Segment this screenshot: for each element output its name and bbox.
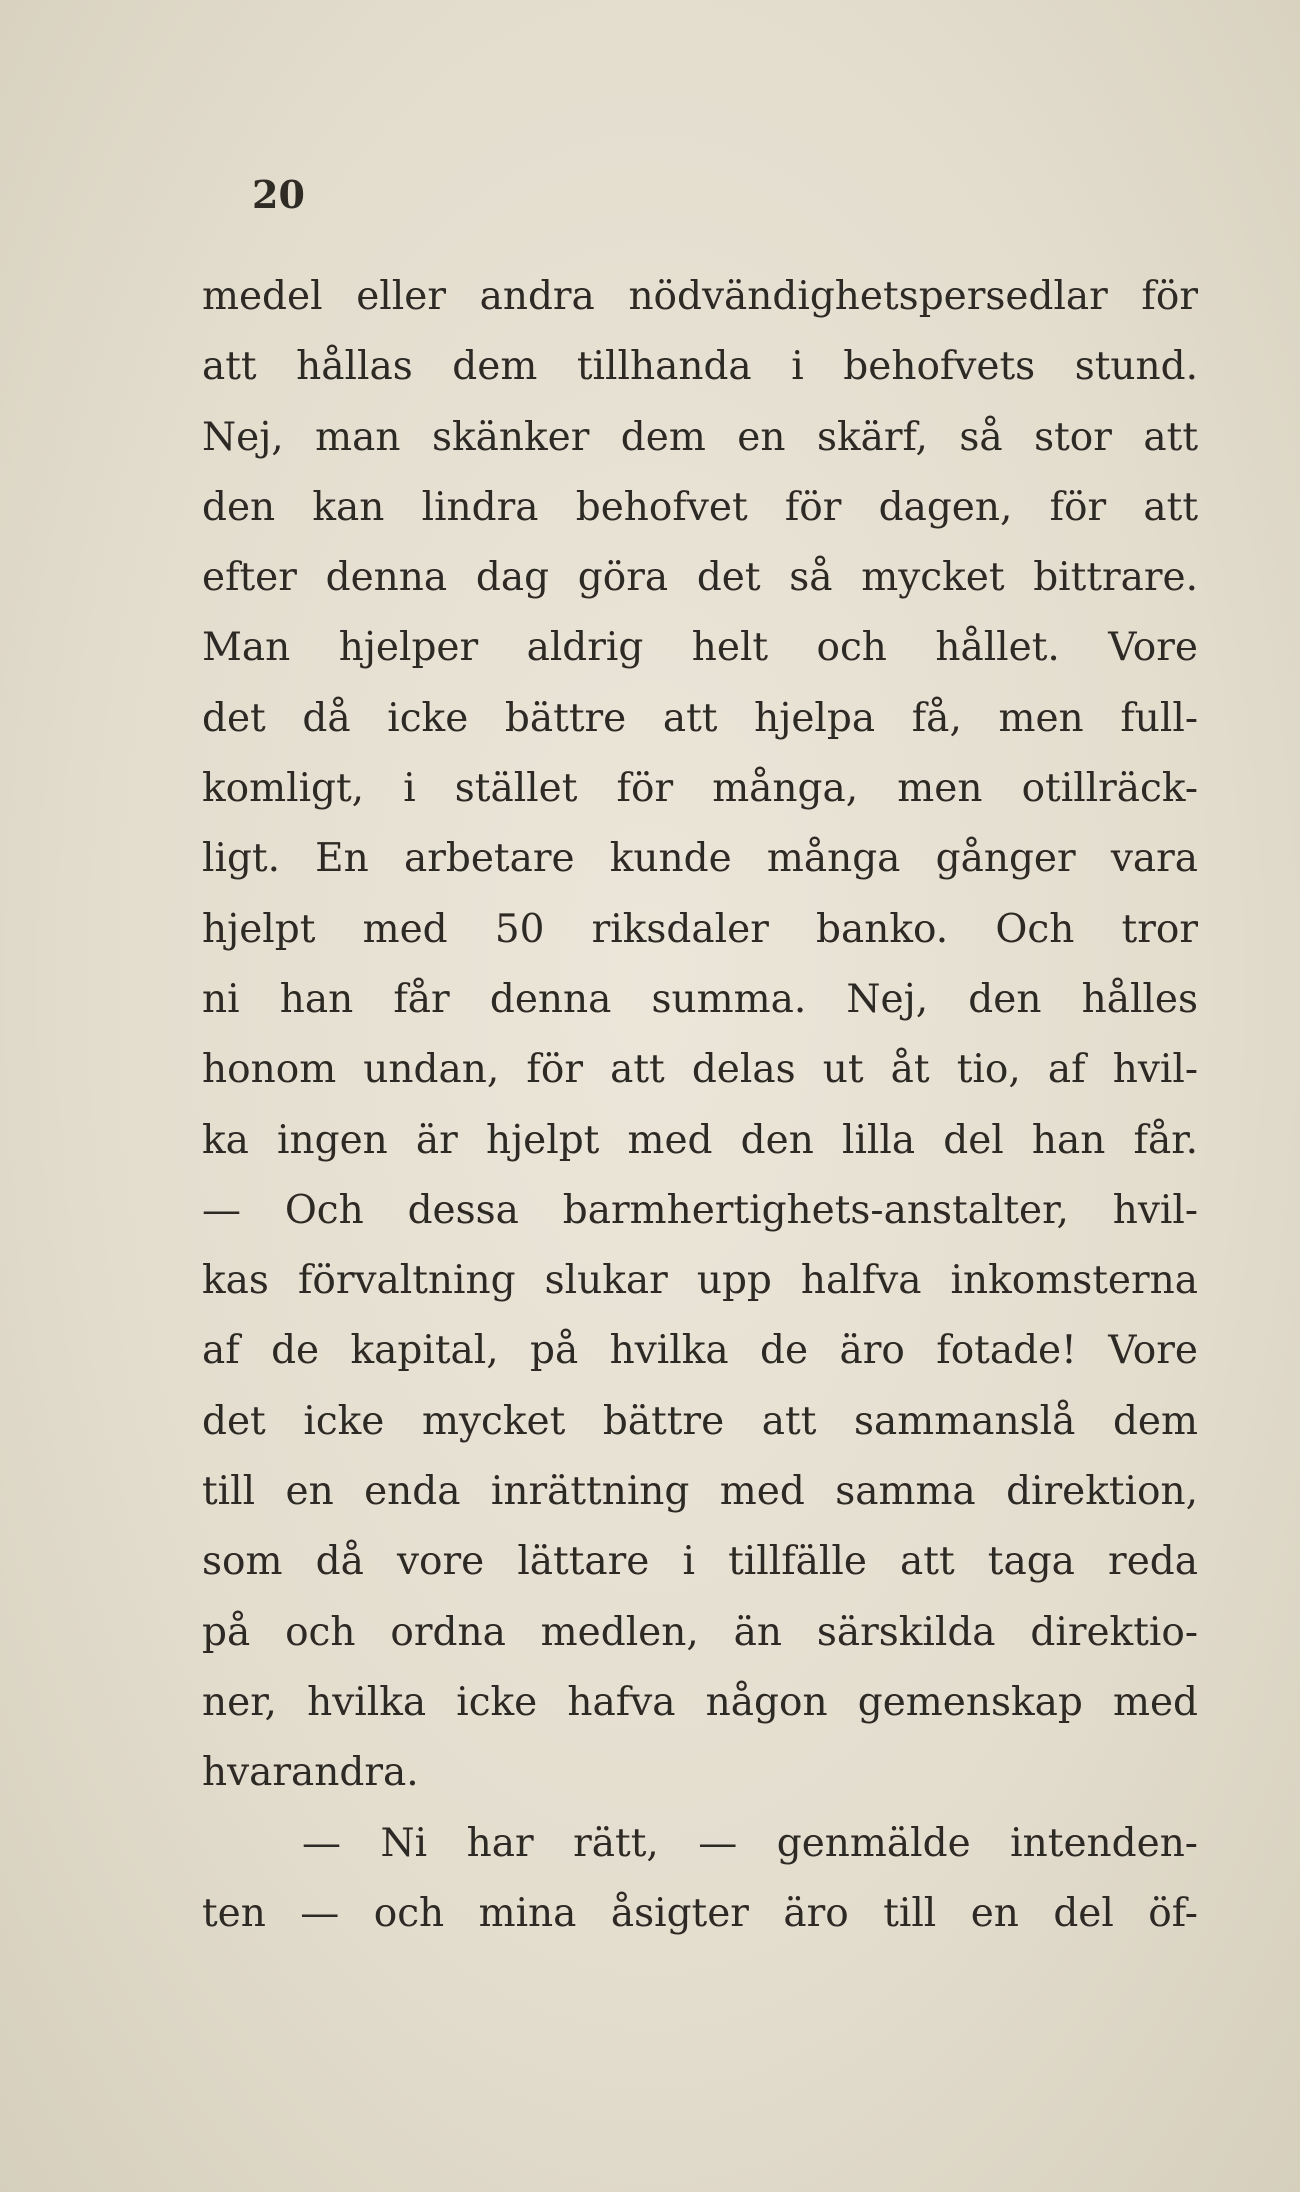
text-line: af de kapital, på hvilka de äro fotade! Vore (202, 1328, 1198, 1374)
text-line: komligt, i stället för många, men otillräck- (202, 766, 1198, 812)
text-line: — Ni har rätt, — genmälde intenden- (302, 1820, 1198, 1866)
text-line: ner, hvilka icke hafva någon gemenskap med (202, 1679, 1198, 1725)
text-line: hvarandra. (202, 1750, 419, 1796)
text-line: ni han får denna summa. Nej, den hålles (202, 976, 1198, 1022)
page-number: 20 (252, 172, 305, 217)
text-line: det då icke bättre att hjelpa få, men full- (202, 695, 1198, 741)
text-line: ten — och mina åsigter äro till en del öf- (202, 1890, 1198, 1936)
text-line: den kan lindra behofvet för dagen, för att (202, 484, 1198, 530)
text-line: Man hjelper aldrig helt och hållet. Vore (202, 625, 1198, 671)
text-line: ka ingen är hjelpt med den lilla del han får. (202, 1117, 1198, 1163)
text-line: det icke mycket bättre att sammanslå dem (202, 1398, 1198, 1444)
text-line: som då vore lättare i tillfälle att taga reda (202, 1539, 1198, 1585)
body-text (202, 262, 1198, 1949)
text-line: till en enda inrättning med samma direktion, (202, 1469, 1198, 1515)
text-line: att hållas dem tillhanda i behofvets stund. (202, 344, 1198, 390)
text-line: efter denna dag göra det så mycket bittrare. (202, 555, 1198, 601)
text-line: — Och dessa barmhertighets-anstalter, hvil- (202, 1187, 1198, 1233)
text-line: medel eller andra nödvändighetspersedlar för (202, 274, 1198, 319)
text-line: hjelpt med 50 riksdaler banko. Och tror (202, 906, 1198, 952)
text-line: ligt. En arbetare kunde många gånger vara (202, 836, 1198, 882)
text-line: honom undan, för att delas ut åt tio, af hvil- (202, 1047, 1198, 1093)
text-line: på och ordna medlen, än särskilda direktio- (202, 1609, 1198, 1655)
text-line: kas förvaltning slukar upp halfva inkomsterna (202, 1258, 1198, 1304)
text-line: Nej, man skänker dem en skärf, så stor att (202, 414, 1198, 460)
